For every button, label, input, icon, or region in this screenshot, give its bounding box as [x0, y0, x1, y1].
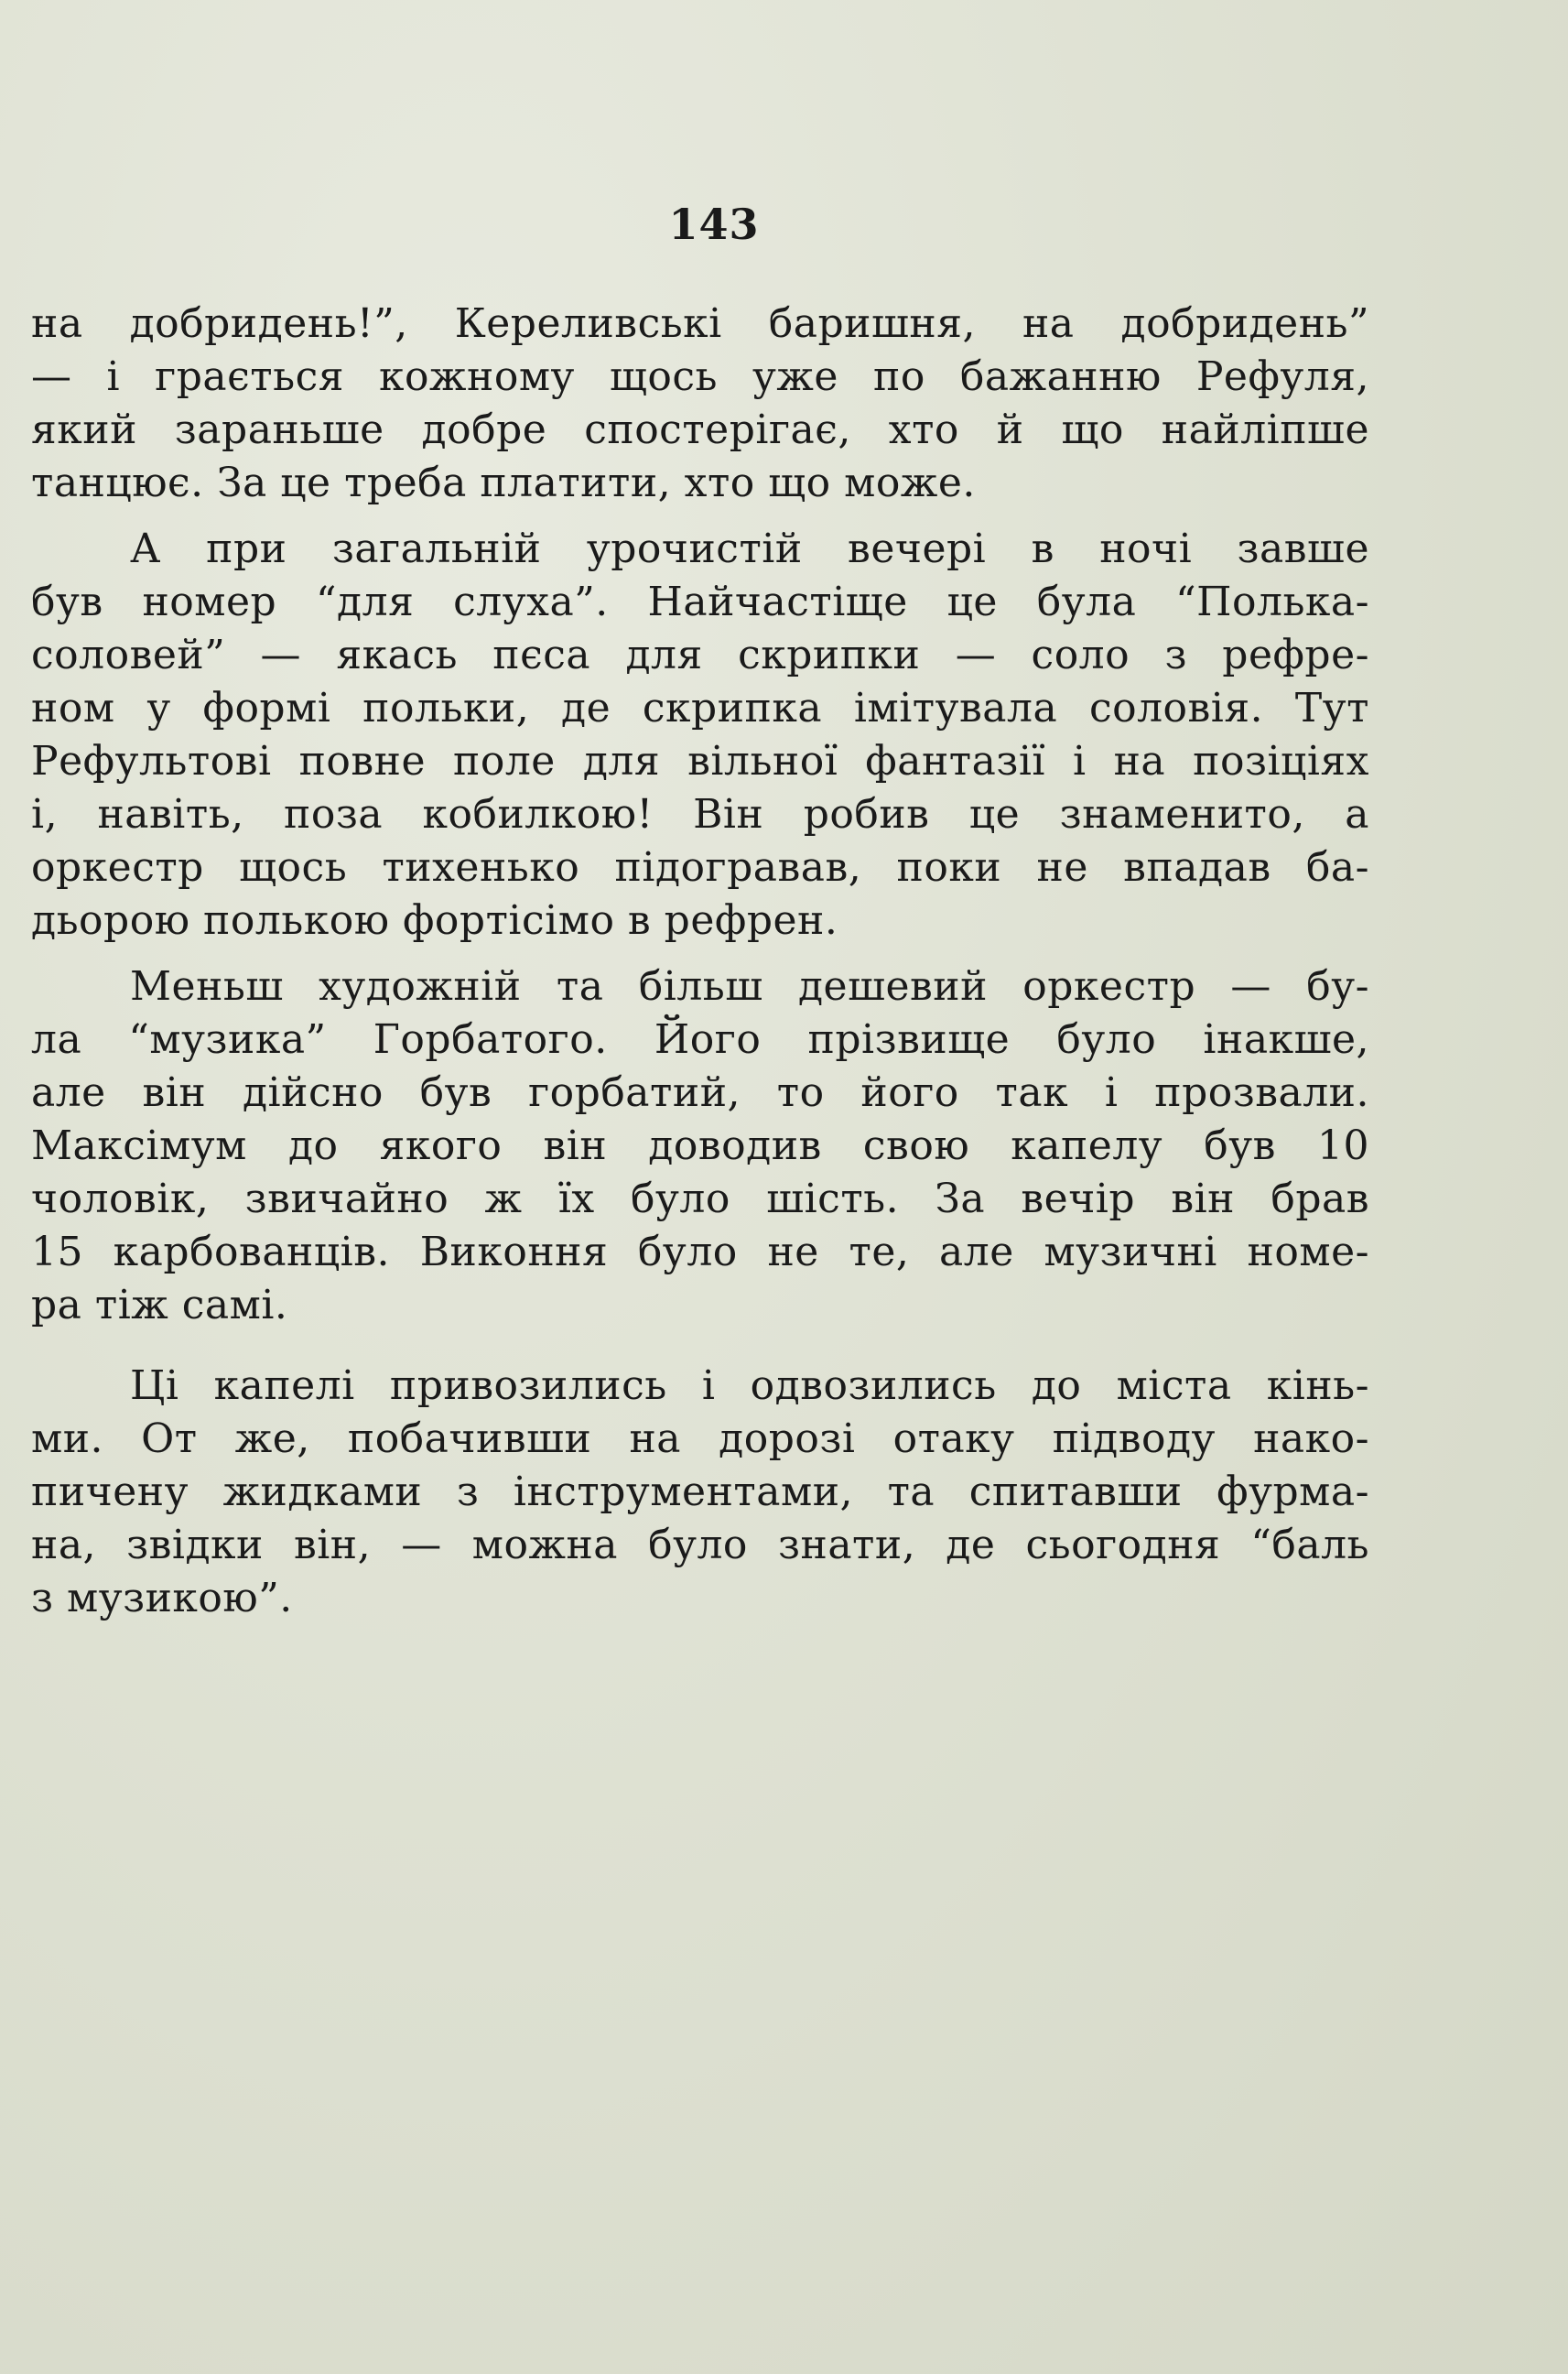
- text-line: пичену жидками з інструментами, та спитавши фурма-: [31, 1469, 1369, 1515]
- text-line: — і грається кожному щось уже по бажанню Рефуля,: [31, 353, 1369, 400]
- text-line: А при загальній урочистій вечері в ночі завше: [130, 526, 1369, 572]
- text-line: але він дійсно був горбатий, то його так і прозвали.: [31, 1069, 1369, 1116]
- text-line: оркестр щось тихенько підогравав, поки не впадав ба-: [31, 844, 1369, 891]
- text-line: був номер “для слуха”. Найчастіще це була “Полька-: [31, 579, 1369, 625]
- text-line: ра тіж самі.: [31, 1282, 288, 1328]
- text-line: Рефультові повне поле для вільної фантазії і на позіціях: [31, 738, 1369, 785]
- text-line: 15 карбованців. Виконня було не те, але музичні номе-: [31, 1229, 1369, 1275]
- text-line: з музикою”.: [31, 1575, 293, 1621]
- text-line: який зараньше добре спостерігає, хто й що найліпше: [31, 407, 1369, 453]
- text-line: і, навіть, поза кобилкою! Він робив це знаменито, а: [31, 791, 1369, 838]
- text-line: Ці капелі привозились і одвозились до міста кінь-: [130, 1362, 1369, 1409]
- text-line: танцює. За це треба платити, хто що може.: [31, 460, 976, 506]
- text-line: Меньш художній та більш дешевий оркестр — бу-: [130, 963, 1369, 1010]
- text-line: чоловік, звичайно ж їх було шість. За вечір він брав: [31, 1176, 1369, 1222]
- text-line: на добридень!”, Кереливські баришня, на добридень”: [31, 300, 1369, 347]
- body-text: [31, 298, 1369, 1638]
- text-line: на, звідки він, — можна було знати, де сьогодня “баль: [31, 1522, 1369, 1568]
- paragraph-4: [31, 1360, 1369, 1625]
- text-line: ла “музика” Горбатого. Його прізвище було інакше,: [31, 1016, 1369, 1063]
- paragraph-1: [31, 298, 1369, 510]
- paragraph-3: [31, 960, 1369, 1332]
- paragraph-2: [31, 523, 1369, 948]
- text-line: ном у формі польки, де скрипка імітувала соловія. Тут: [31, 685, 1369, 732]
- text-line: соловей” — якась пєса для скрипки — соло з рефре-: [31, 632, 1369, 678]
- page-number: 143: [668, 200, 760, 249]
- text-line: дьорою полькою фортісімо в рефрен.: [31, 897, 838, 944]
- text-line: ми. От же, побачивши на дорозі отаку підводу нако-: [31, 1415, 1369, 1462]
- text-line: Максімум до якого він доводив свою капелу був 10: [31, 1122, 1369, 1169]
